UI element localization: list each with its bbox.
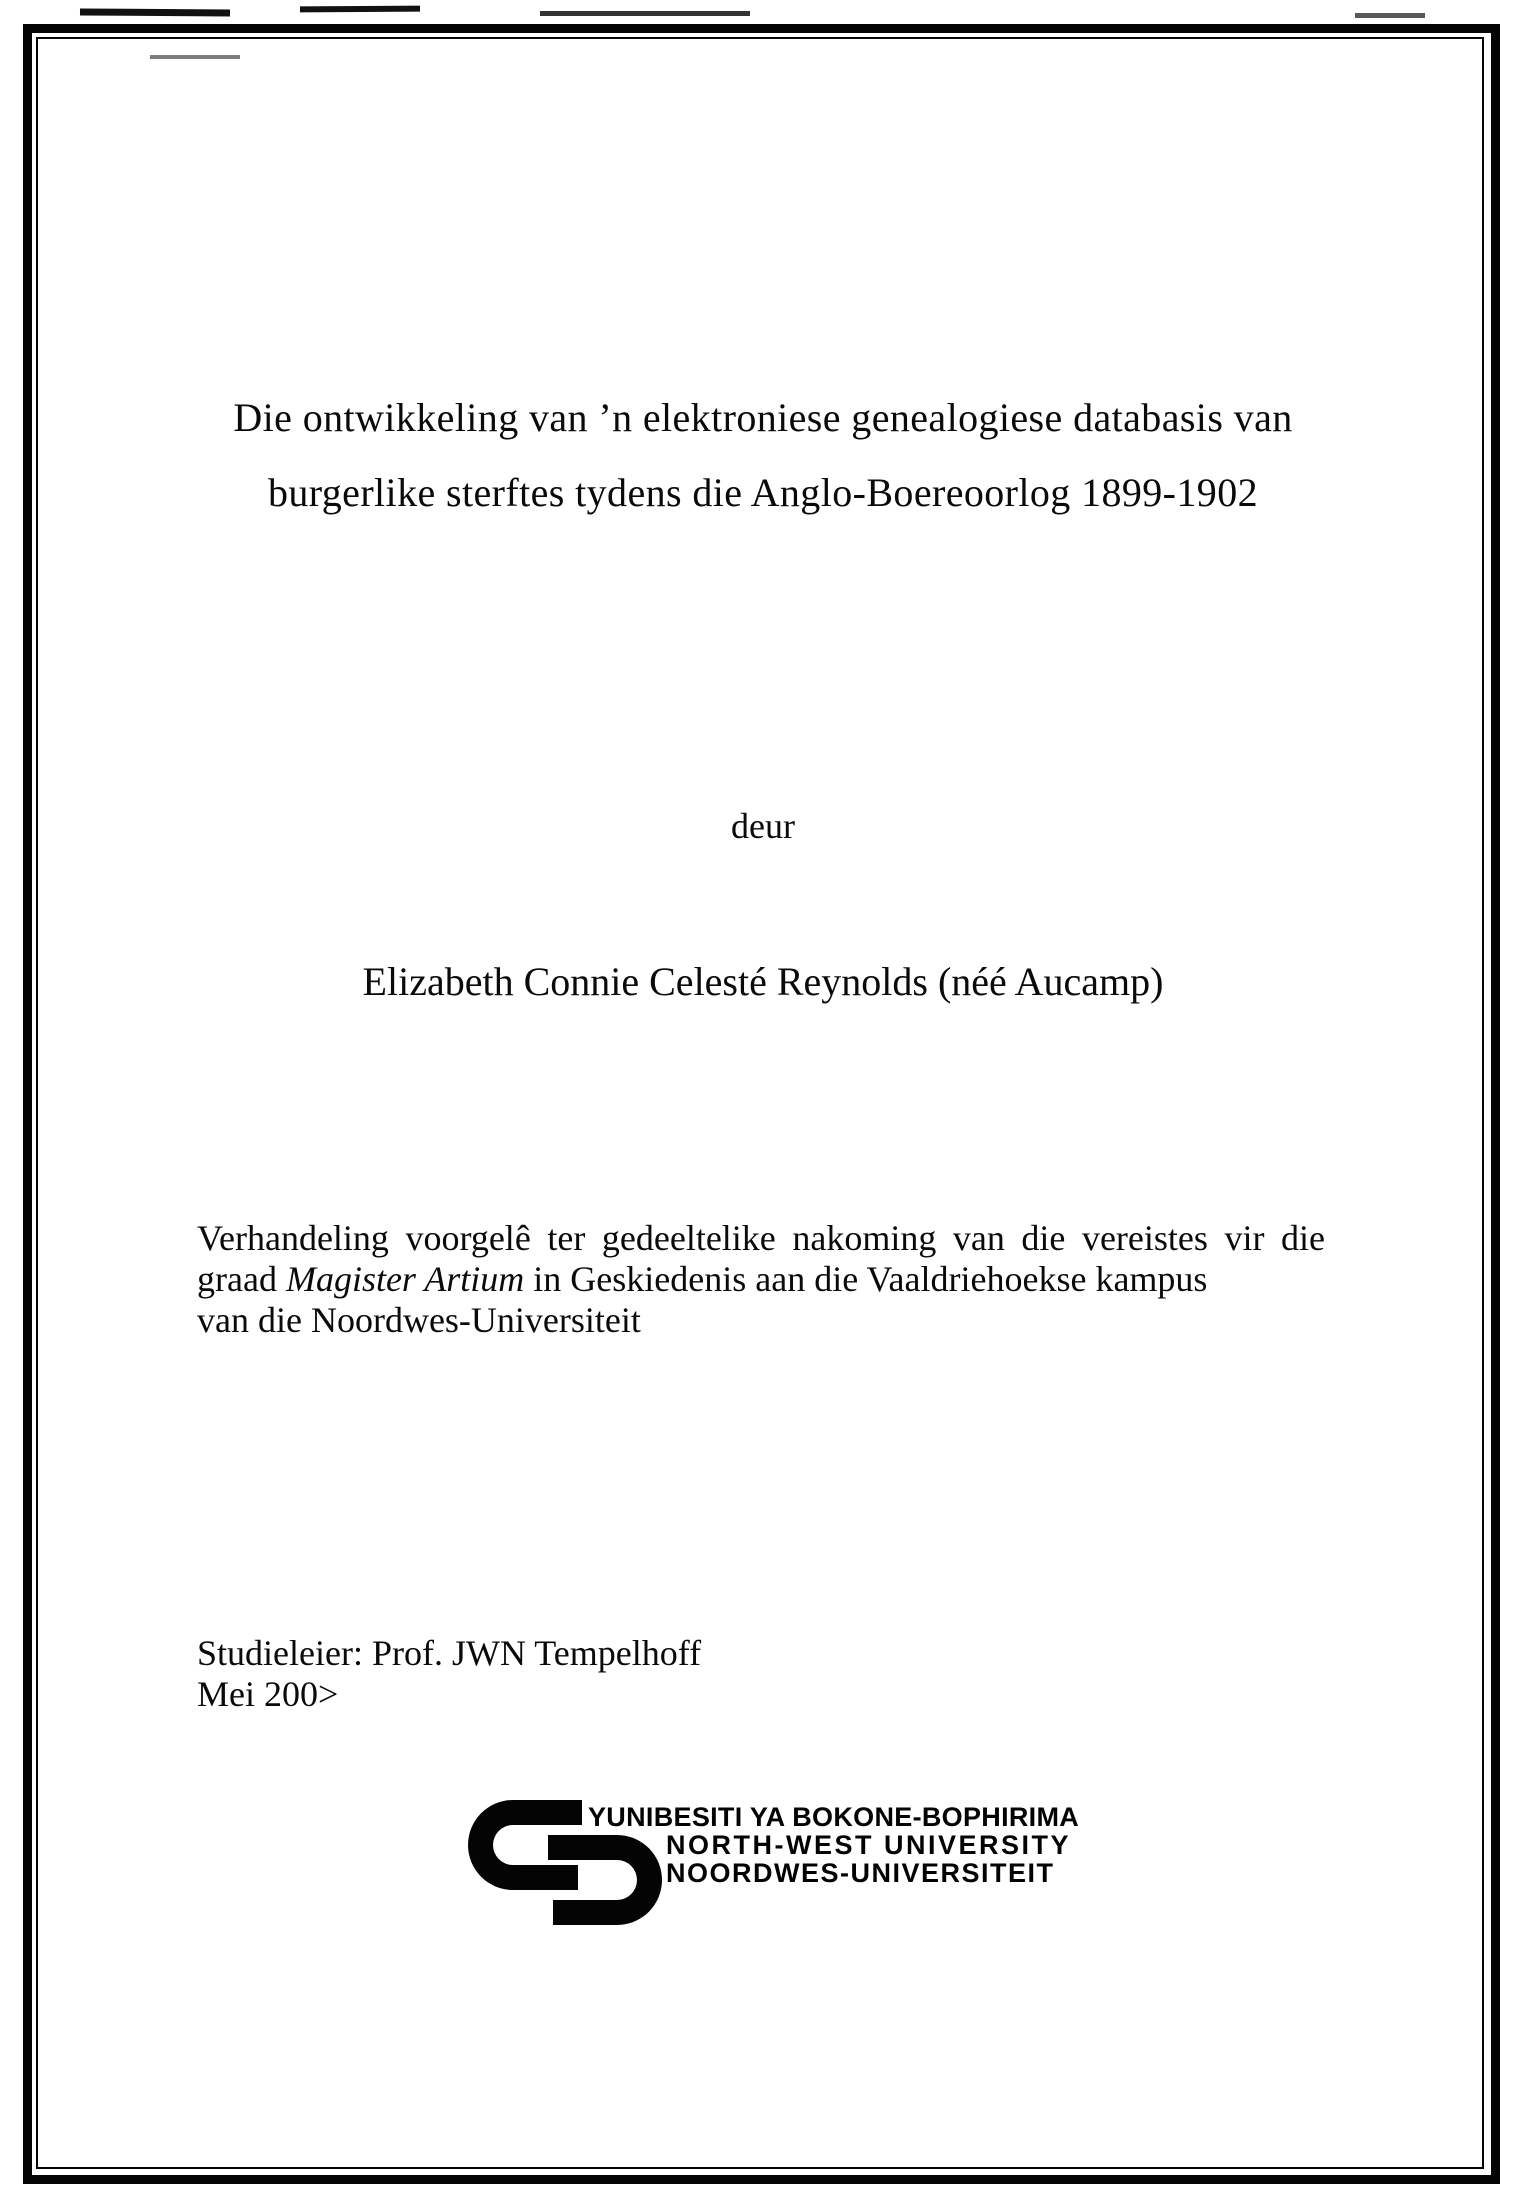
- logo-text-setswana: YUNIBESITI YA BOKONE-BOPHIRIMA: [588, 1802, 1080, 1832]
- statement-line-3: van die Noordwes-Universiteit: [197, 1300, 641, 1340]
- logo-text-afrikaans: NOORDWES-UNIVERSITEIT: [666, 1858, 1055, 1888]
- supervisor-line: Studieleier: Prof. JWN Tempelhoff: [197, 1633, 702, 1673]
- supervisor-block: [197, 1633, 1097, 1715]
- scan-artifact: [80, 8, 230, 16]
- degree-name: Magister Artium: [285, 1259, 525, 1299]
- statement-line-1: Verhandeling voorgelê ter gedeeltelike nakoming van die vereistes vir die: [197, 1218, 1325, 1258]
- scan-artifact: [1355, 13, 1425, 18]
- degree-statement: [197, 1218, 1325, 1341]
- author-name: Elizabeth Connie Celesté Reynolds (néé Aucamp): [362, 959, 1164, 1004]
- thesis-title-line-2: burgerlike sterftes tydens die Anglo-Boereoorlog 1899-1902: [267, 470, 1259, 515]
- logo-text-english: NORTH-WEST UNIVERSITY: [666, 1830, 1072, 1860]
- date-line: Mei 200>: [197, 1674, 339, 1714]
- byline: deur: [731, 806, 795, 846]
- thesis-title-line-1: Die ontwikkeling van ’n elektroniese genealogiese databasis van: [233, 395, 1293, 440]
- statement-line-2-suffix: in Geskiedenis aan die Vaaldriehoekse kampus: [524, 1259, 1208, 1299]
- statement-line-2-prefix: graad: [197, 1259, 286, 1299]
- scan-artifact: [540, 11, 750, 16]
- statement-line-2: [197, 1259, 1325, 1300]
- scan-artifact: [300, 6, 420, 13]
- thesis-title: [190, 380, 1336, 530]
